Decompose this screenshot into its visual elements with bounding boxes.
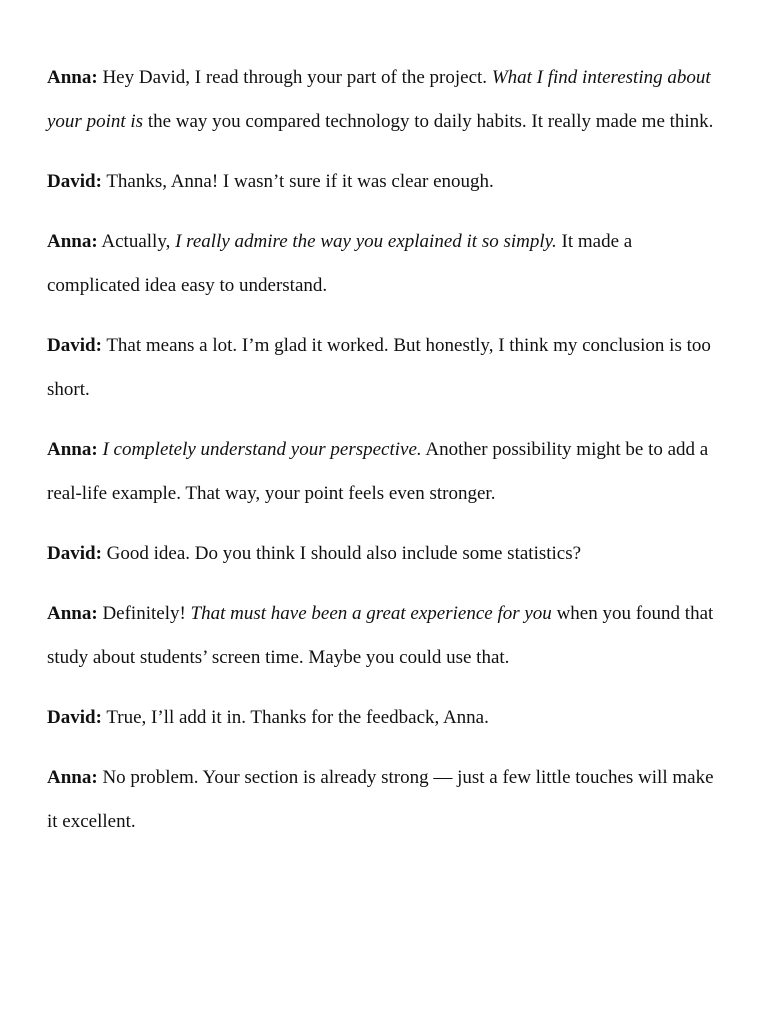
speaker-name: Anna: [47,231,98,252]
emphasized-phrase: I really admire the way you explained it so simply. [175,231,557,252]
dialogue-transcript [47,56,722,844]
dialogue-line [47,592,722,680]
dialogue-text: It made a complicated idea easy to understand. [47,231,633,296]
speaker-name: Anna: [47,767,98,788]
dialogue-line [47,324,722,412]
speaker-name: Anna: [47,439,98,460]
dialogue-text: No problem. Your section is already strong — just a few little touches will make it excellent. [47,767,714,832]
emphasized-phrase: I completely understand your perspective. [102,439,422,460]
dialogue-text: Another possibility might be to add a real-life example. That way, your point feels even stronger. [47,439,709,504]
dialogue-text: Good idea. Do you think I should also include some statistics? [101,543,582,564]
dialogue-text: when you found that study about students’ screen time. Maybe you could use that. [47,603,714,668]
dialogue-line [47,428,722,516]
speaker-name: David: [47,707,102,728]
speaker-name: David: [47,335,102,356]
dialogue-line [47,160,722,204]
dialogue-line [47,756,722,844]
dialogue-line [47,56,722,144]
dialogue-text: Definitely! [97,603,191,624]
dialogue-text: Actually, [97,231,176,252]
dialogue-line [47,532,722,576]
dialogue-text: the way you compared technology to daily habits. It really made me think. [143,111,714,132]
dialogue-text: True, I’ll add it in. Thanks for the feedback, Anna. [101,707,489,728]
speaker-name: Anna: [47,67,98,88]
speaker-name: Anna: [47,603,98,624]
emphasized-phrase: That must have been a great experience for you [190,603,552,624]
dialogue-text: Thanks, Anna! I wasn’t sure if it was clear enough. [101,171,494,192]
speaker-name: David: [47,543,102,564]
dialogue-line [47,220,722,308]
dialogue-line [47,696,722,740]
speaker-name: David: [47,171,102,192]
dialogue-text: That means a lot. I’m glad it worked. But honestly, I think my conclusion is too short. [47,335,711,400]
dialogue-text: Hey David, I read through your part of the project. [97,67,492,88]
emphasized-phrase: What I find interesting about your point is [47,67,711,132]
